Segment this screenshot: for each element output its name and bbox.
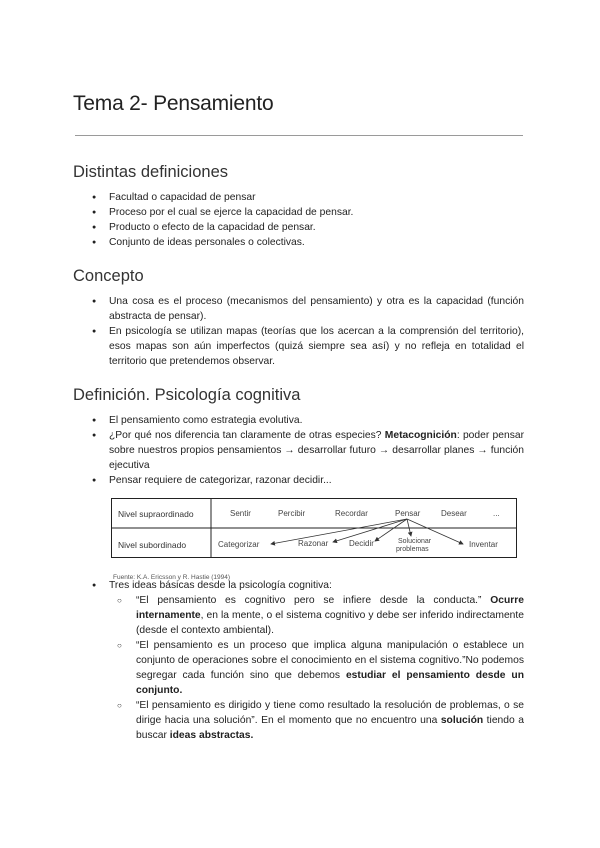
list-item: ● Facultad o capacidad de pensar [92,190,524,205]
row1-item-percibir: Percibir [278,509,306,518]
row1-item-desear: Desear [441,509,467,518]
list-item: ● Proceso por el cual se ejerce la capacidad de pensar. [92,205,524,220]
list-item: ● El pensamiento como estrategia evolutiva. [92,413,524,428]
text: , en la mente, o el sistema cognitivo y debe ser inferido indirectamente (desde el contexto ambiental). [136,610,524,636]
row2-item-decidir: Decidir [349,539,374,548]
text: : poder pensar sobre nuestros propios pensamientos → desarrollar futuro → desarrollar planes → función ejecutiva [109,430,524,471]
row2-label: Nivel subordinado [118,540,187,550]
list-item [92,578,524,743]
row1-item-recordar: Recordar [335,509,368,518]
text: “El pensamiento es cognitivo pero se infiere desde la conducta.” [136,595,491,606]
definiciones-list [92,190,524,250]
text: tiendo a buscar [136,715,524,741]
section-heading-psicologia-cognitiva: Definición. Psicología cognitiva [73,386,301,404]
sub-list-item [109,593,524,638]
tres-ideas-intro: Tres ideas básicas desde la psicología cognitiva: [109,580,332,591]
levels-diagram [111,498,517,570]
psicologia-cognitiva-list [92,413,524,488]
text: “El pensamiento es un proceso que implica alguna manipulación o establece un conjunto de operaciones sobre el conocimiento en el sistema cognitivo.”No podemos segregar cada función sino que debemos [136,640,524,681]
list-item: ● Conjunto de ideas personales o colectivas. [92,235,524,250]
text: “El pensamiento es dirigido y tiene como resultado la resolución de problemas, o se dirige hacia una solución”. En el momento que no encuentro una [136,700,524,726]
bold-term: solución [440,715,484,726]
list-item: ● Producto o efecto de la capacidad de pensar. [92,220,524,235]
list-item: ● Una cosa es el proceso (mecanismos del pensamiento) y otra es la capacidad (función abstracta de pensar). [92,294,524,324]
list-item: ● En psicología se utilizan mapas (teorías que los acercan a la comprensión del territorio), esos mapas son aún imperfectos (quizá siempre sea así) y no refleja en totalidad el territorio que pretendemos observar. [92,324,524,369]
row1-label: Nivel supraordinado [118,509,194,519]
list-item: ● Pensar requiere de categorizar, razonar decidir... [92,473,524,488]
levels-figure [111,498,517,570]
row2-item-problemas: problemas [396,546,429,553]
row1-item-sentir: Sentir [230,509,251,518]
bold-term-metacognicion: Metacognición [384,430,457,441]
concepto-list [92,294,524,369]
sub-list-item [109,698,524,743]
row2-item-categorizar: Categorizar [218,540,260,549]
figure-source: Fuente: K.A. Ericsson y R. Hastie (1994) [113,574,231,581]
bold-term: ideas abstractas. [169,730,254,741]
page-title: Tema 2- Pensamiento [73,92,274,115]
text: ¿Por qué nos diferencia tan claramente de otras especies? [109,430,385,441]
row2-item-solucionar: Solucionar [398,538,432,545]
section-heading-concepto: Concepto [73,267,144,285]
list-item [92,428,524,473]
section-heading-definiciones: Distintas definiciones [73,163,228,181]
row2-item-razonar: Razonar [298,539,329,548]
title-divider [75,135,523,136]
row2-item-inventar: Inventar [469,540,498,549]
tres-ideas-list [92,578,524,743]
bold-term: Ocurre internamente [136,595,524,621]
tres-ideas-sublist [109,593,524,743]
bold-term: estudiar el pensamiento desde un conjunto. [136,670,525,696]
row1-item-pensar: Pensar [395,509,421,518]
sub-list-item [109,638,524,698]
row1-item-ellipsis: ... [493,509,500,518]
